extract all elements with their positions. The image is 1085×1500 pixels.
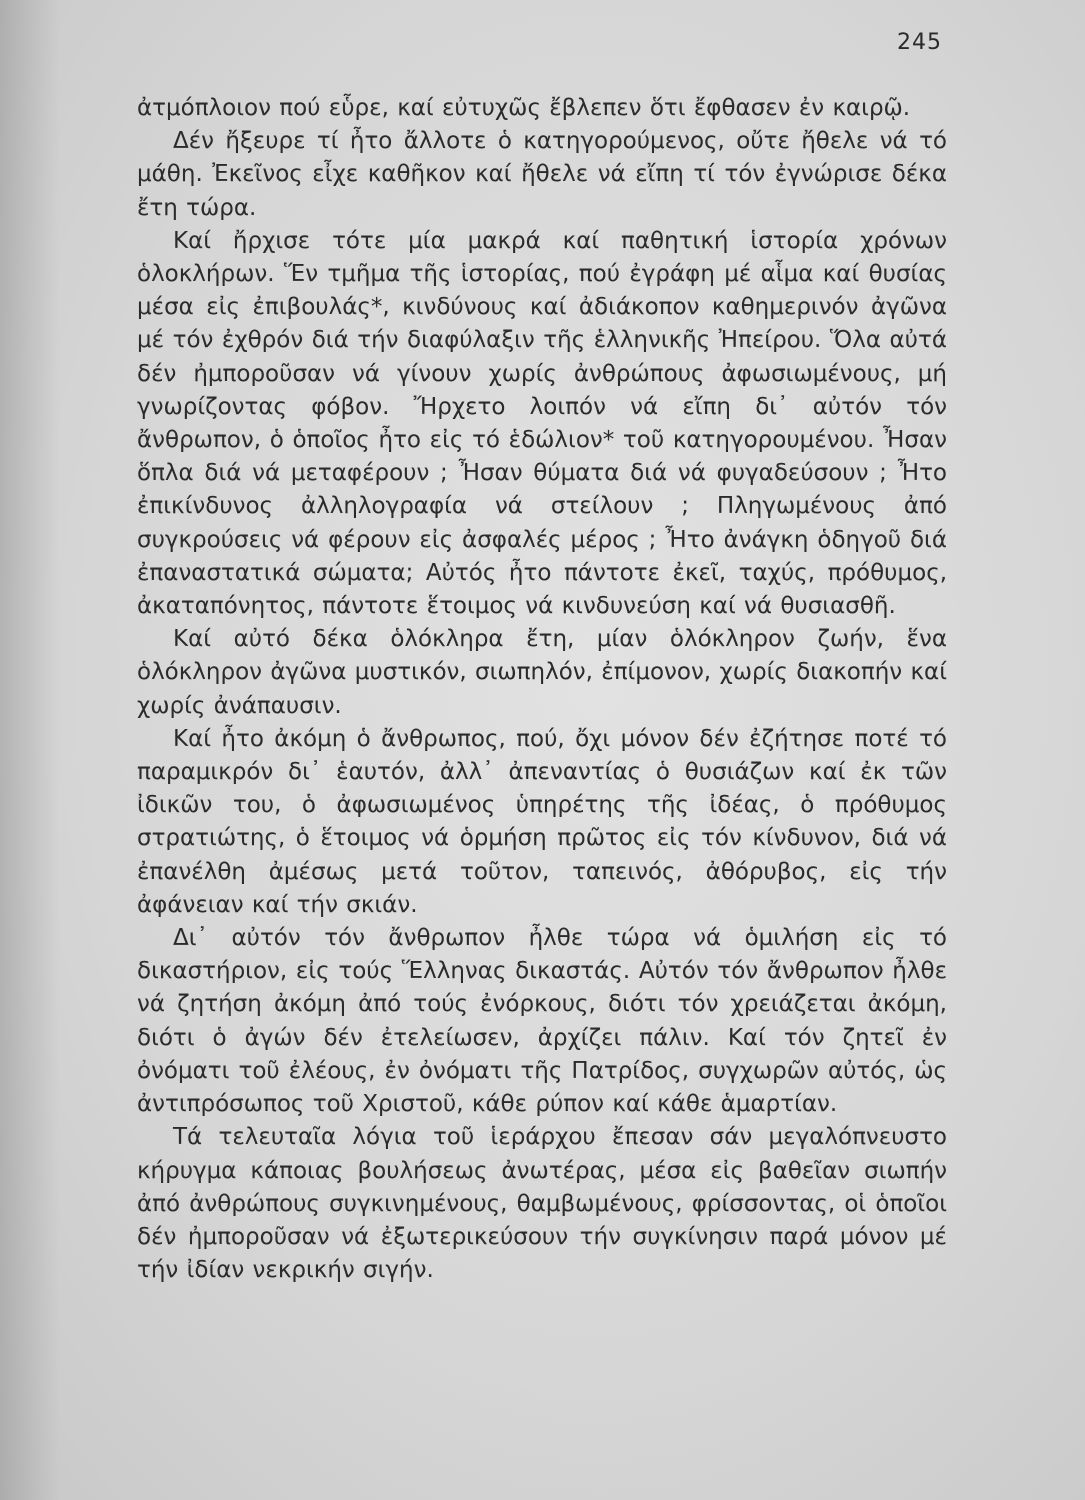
page-number: 245 (897, 30, 942, 55)
paragraph-1: ἀτμόπλοιον πού εὗρε, καί εὐτυχῶς ἔβλεπεν ὅτι ἔφθασεν ἐν καιρῷ. (137, 95, 911, 121)
paragraph-7: Τά τελευταῖα λόγια τοῦ ἱεράρχου ἔπεσαν σάν μεγαλόπνευστο κήρυγμα κάποιας βουλήσεως ἀνωτέρας, μέσα εἰς βαθεῖαν σιωπήν ἀπό ἀνθρώπους συγκινημένους, θαμβωμένους, φρίσσοντας, οἱ ὁποῖοι δέν ἠμποροῦσαν νά ἐξωτερικεύσουν τήν συγκίνησιν παρά μόνον μέ τήν ἰδίαν νεκρικήν σιγήν. (137, 1124, 947, 1284)
paragraph-4: Καί αὐτό δέκα ὁλόκληρα ἔτη, μίαν ὁλόκληρον ζωήν, ἕνα ὁλόκληρον ἀγῶνα μυστικόν, σιωπηλόν, ἐπίμονον, χωρίς διακοπήν καί χωρίς ἀνάπαυσιν. (137, 626, 947, 719)
page-edge-shadow (0, 0, 60, 1500)
body-text (137, 92, 947, 1287)
paragraph-2: Δέν ἤξευρε τί ἦτο ἄλλοτε ὁ κατηγορούμενος, οὔτε ἤθελε νά τό μάθη. Ἐκεῖνος εἶχε καθῆκον καί ἤθελε νά εἴπη τί τόν ἐγνώρισε δέκα ἔτη τώρα. (137, 128, 947, 221)
paragraph-6: Δι᾽ αὐτόν τόν ἄνθρωπον ἦλθε τώρα νά ὁμιλήση εἰς τό δικαστήριον, εἰς τούς Ἕλληνας δικαστάς. Αὐτόν τόν ἄνθρωπον ἦλθε νά ζητήση ἀκόμη ἀπό τούς ἐνόρκους, διότι τόν χρειάζεται ἀκόμη, διότι ὁ ἀγών δέν ἐτελείωσεν, ἀρχίζει πάλιν. Καί τόν ζητεῖ ἐν ὀνόματι τοῦ ἐλέους, ἐν ὀνόματι τῆς Πατρίδος, συγχωρῶν αὐτός, ὡς ἀντιπρόσωπος τοῦ Χριστοῦ, κάθε ρύπον καί κάθε ἁμαρτίαν. (137, 925, 947, 1118)
paragraph-3: Καί ἤρχισε τότε μία μακρά καί παθητική ἱστορία χρόνων ὁλοκλήρων. Ἕν τμῆμα τῆς ἱστορίας, πού ἐγράφη μέ αἷμα καί θυσίας μέσα εἰς ἐπιβουλάς*, κινδύνους καί ἀδιάκοπον καθημερινόν ἀγῶνα μέ τόν ἐχθρόν διά τήν διαφύλαξιν τῆς ἑλληνικῆς Ἠπείρου. Ὅλα αὐτά δέν ἠμποροῦσαν νά γίνουν χωρίς ἀνθρώπους ἀφωσιωμένους, μή γνωρίζοντας φόβον. Ἤρχετο λοιπόν νά εἴπη δι᾽ αὐτόν τόν ἄνθρωπον, ὁ ὁποῖος ἦτο εἰς τό ἑδώλιον* τοῦ κατηγορουμένου. Ἦσαν ὅπλα διά νά μεταφέρουν ; Ἦσαν θύματα διά νά φυγαδεύσουν ; Ἦτο ἐπικίνδυνος ἀλληλογραφία νά στείλουν ; Πληγωμένους ἀπό συγκρούσεις νά φέρουν εἰς ἀσφαλές μέρος ; Ἦτο ἀνάγκη ὁδηγοῦ διά ἐπαναστατικά σώματα; Αὐτός ἦτο πάντοτε ἐκεῖ, ταχύς, πρόθυμος, ἀκαταπόνητος, πάντοτε ἕτοιμος νά κινδυνεύση καί νά θυσιασθῆ. (137, 227, 947, 620)
paragraph-5: Καί ἦτο ἀκόμη ὁ ἄνθρωπος, πού, ὄχι μόνον δέν ἐζήτησε ποτέ τό παραμικρόν δι᾽ ἑαυτόν, ἀλλ᾽ ἀπεναντίας ὁ θυσιάζων καί ἐκ τῶν ἰδικῶν του, ὁ ἀφωσιωμένος ὑπηρέτης τῆς ἰδέας, ὁ πρόθυμος στρατιώτης, ὁ ἕτοιμος νά ὁρμήση πρῶτος εἰς τόν κίνδυνον, διά νά ἐπανέλθη ἀμέσως μετά τοῦτον, ταπεινός, ἀθόρυβος, εἰς τήν ἀφάνειαν καί τήν σκιάν. (137, 725, 947, 918)
